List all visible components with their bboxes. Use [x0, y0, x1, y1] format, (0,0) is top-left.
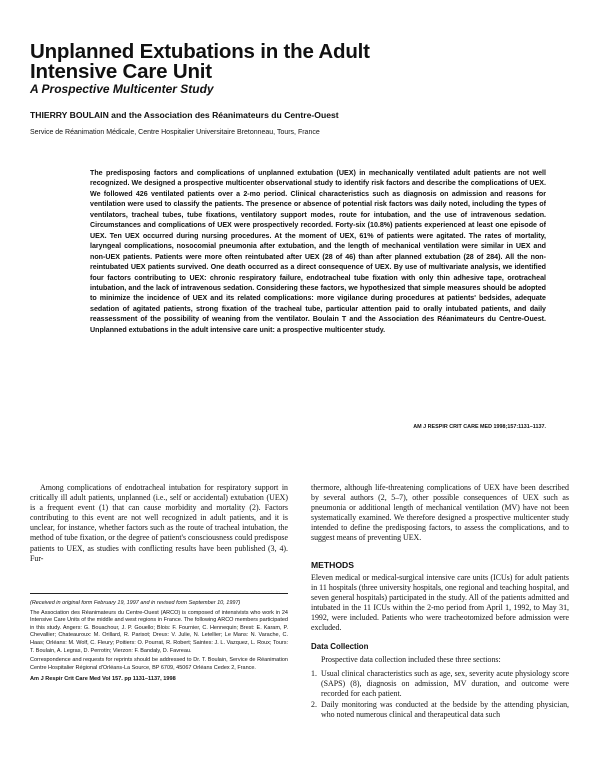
footnote-received-dates: (Received in original form February 19, 1997 and in revised form September 10, 1997) [30, 600, 241, 606]
article-title [30, 42, 570, 82]
list-item-text: Usual clinical characteristics such as age, sex, severity acute physiology score (SAPS) (8), diagnosis on admission, MV duration, and outcome were recorded for each patient. [321, 669, 569, 699]
intro-paragraph: Among complications of endotracheal intubation for respiratory support in critically ill adult patients, unplanned (i.e., self or accidental) extubation (UEX) is a frequent event (1) that can cause morbidity and mortality (2). Factors contributing to this event are not well recognized in adult patients, and it is unclear, for instance, whether factors such as the route of tracheal intubation, the method of tube fixation, or the degree of patient's consciousness could predispose patients to UEX, as studies with conflicting results have been published (3, 4). Fur- [30, 483, 288, 563]
list-item [311, 699, 569, 720]
list-item-number: 1. [311, 669, 317, 679]
journal-footer: Am J Respir Crit Care Med Vol 157. pp 1131–1137, 1998 [30, 676, 176, 683]
footnote-arco-members: The Association des Réanimateurs du Centre-Ouest (ARCO) is composed of intensivists who work in 24 Intensive Care Units of the middle and west regions in France. The following ARCO members participated in this study. Angers: G. Bouachour, J. P. Gouello; Blois: F. Fournier, C. Hennequin; Brest: E. Karam, P. Chevallier; Chateauroux: M. Orillard, R. Parisot; Dreux: V. Julie, N. Letellier; Le Mans: N. Varache, C. Haas; Orléans: M. Wolf, C. Fleury; Poitiers: O. Pourrat, R. Robert; Saintes: J. L. Vazquez, L. Roux; Tours: T. Boulain, A. Legras, D. Perrotin; Vierzon: F. Bandaly, D. Favreau. [30, 609, 288, 654]
article-title-line-2: Intensive Care Unit [30, 60, 212, 83]
body-column-right [311, 483, 569, 720]
body-column-left [30, 483, 288, 564]
affiliation-line: Service de Réanimation Médicale, Centre Hospitalier Universitaire Bretonneau, Tours, France [30, 129, 320, 136]
list-item-number: 2. [311, 699, 317, 709]
article-subtitle: A Prospective Multicenter Study [30, 82, 214, 96]
list-item-text: Daily monitoring was conducted at the bedside by the attending physician, who noted numerous clinical and therapeutical data such [321, 699, 569, 719]
data-collection-heading: Data Collection [311, 642, 369, 652]
footnotes-block [30, 593, 288, 686]
author-line: THIERRY BOULAIN and the Association des Réanimateurs du Centre-Ouest [30, 110, 339, 120]
abstract-text: The predisposing factors and complications of unplanned extubation (UEX) in mechanically ventilated adult patients are not well recognized. We designed a prospective multicenter observational study to identify risk factors and describe the complications of UEX. We followed 426 ventilated patients over a 2-mo period. Clinical characteristics such as diagnosis on admission and reasons for ventilation were used to classify the patients. The presence or absence of potential risk factors was daily noted, including the types of ventilators, tracheal tubes, tube fixations, ventilatory support modes, route for intubation, and the use of intravenous sedation. Circumstances and complications of UEX were prospectively recorded. Forty-six (10.8%) patients experienced at least one episode of UEX. Ten UEX occurred during nursing procedures. At the moment of UEX, 61% of patients were agitated. The rates of mortality, laryngeal complications, nosocomial pneumonia after extubation, and the length of mechanical ventilation were similar in UEX and non-UEX patients. Patients were more often reintubated after UEX (28 of 46) than after planned extubation (28 of 284). All the non-reintubated UEX patients survived. One death occurred as a direct consequence of UEX. By use of multivariate analysis, we identified four factors contributing to UEX: chronic respiratory failure, endotracheal tube fixation with only thin adhesive tape, orotracheal intubation, and the lack of intravenous sedation. Considering these factors, we hypothesized that simple measures should be adopted to minimize the incidence of UEX and its related complications: more vigilance during procedures at patients' bedsides, adequate sedation of agitated patients, strong fixation of the tracheal tube, particular attention paid to orally intubated patients, and daily reassessment of the possibility of weaning from the ventilator. Boulain T and the Association des Réanimateurs du Centre-Ouest. Unplanned extubations in the adult intensive care unit: a prospective multicenter study. [90, 169, 546, 334]
list-item [311, 669, 569, 699]
footnote-correspondence: Correspondence and requests for reprints should be addressed to Dr. T. Boulain, Service de Réanimation Centre Hospitalier Régional d'Orléans-La Source, BP 6709, 45067 Orléans Cedex 2, France. [30, 657, 288, 671]
methods-heading: METHODS [311, 559, 354, 570]
methods-paragraph: Eleven medical or medical-surgical intensive care units (ICUs) for adult patients in 11 hospitals (three university hospitals, one regional and teaching hospital, and seven general hospitals) participated in the study. All of the patients admitted and intubated in the 11 ICUs within the 2-mo period from April 1, 1992, to May 31, 1992, were included. Patients who were tracheotomized before admission were excluded. [311, 572, 569, 633]
article-title-line-1: Unplanned Extubations in the Adult [30, 40, 370, 63]
intro-continuation: thermore, although life-threatening complications of UEX have been described by several authors (2, 5–7), other possible consequences of UEX such as pneumonia or additional length of mechanical ventilation (MV) have not been systematically examined. We therefore designed a prospective multicenter study intended to define the predisposing factors, to assess the complications, and to suggest means of preventing UEX. [311, 483, 569, 543]
data-collection-list [311, 669, 569, 719]
abstract-citation: AM J RESPIR CRIT CARE MED 1998;157:1131–1137. [413, 424, 546, 430]
data-collection-intro: Prospective data collection included these three sections: [321, 655, 501, 665]
